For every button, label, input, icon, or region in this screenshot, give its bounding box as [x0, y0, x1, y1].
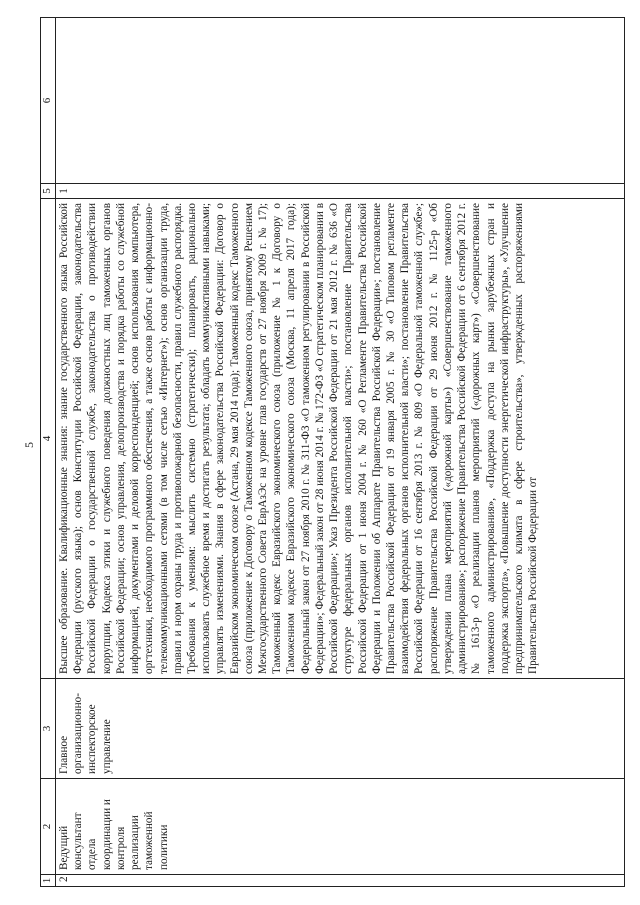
requirements-cell: Высшее образование. Квалификационные знания: знание государственного языка Российской Федерации (русского языка); основ Конституции Российской Федерации, законодательства Российской Федерации о государственной службе, законодательства о противодействии коррупции, Кодекса этики и служебного поведения должностных лиц таможенных органов Российской Федерации; основ управления, делопроизводства и порядка работы со служебной информацией, документами и деловой корреспонденцией; основ использования компьютера, оргтехники, необходимого программного обеспечения, а также основ работы с информационно-телекоммуникационными сетями (в том числе сетью «Интернет»); основ организации труда, правил и норм охраны труда и противопожарной безопасности, правил служебного распорядка. Требования к умениям: мыслить системно (стратегически); планировать, рационально использовать служебное время и достигать результата; обладать коммуникативными навыками; управлять изменениями. Знания в сфере законодательства Российской Федерации: Договор о Евразийском экономическом союзе (Астана, 29 мая 2014 года); Таможенный кодекс Таможенного союза (приложение к Договору о Таможенном кодексе Таможенного союза, принятому Решением Межгосударственного Совета ЕврАзЭс на уровне глав государств от 27 ноября 2009 г. № 17); Таможенный кодекс Евразийского экономического союза (приложение № 1 к Договору о Таможенном кодексе Евразийского экономического союза (Москва, 11 апреля 2017 года); Федеральный закон от 27 ноября 2010 г. № 311-ФЗ «О таможенном регулировании в Российской Федерации»; Федеральный закон от 28 июня 2014 г. № 172-ФЗ «О стратегическом планировании в Российской Федерации»; Указ Президента Российской Федерации от 21 мая 2012 г. № 636 «О структуре федеральных органов исполнительной власти»; постановление Правительства Российской Федерации от 1 июня 2004 г. № 260 «О Регламенте Правительства Российской Федерации и Положении об Аппарате Правительства Российской Федерации»; постановление Правительства Российской Федерации от 19 января 2005 г. № 30 «О Типовом регламенте взаимодействия федеральных органов исполнительной власти»; постановление Правительства Российской Федерации от 16 сентября 2013 г. № 809 «О Федеральной таможенной службе»; распоряжение Правительства Российской Федерации от 29 июня 2012 г. № 1125-р «Об утверждении плана мероприятий («дорожной карты») «Совершенствование таможенного администрирования»; распоряжение Правительства Российской Федерации от 6 сентября 2012 г. № 1613-р «О реализации планов мероприятий («дорожных карт») «Совершенствование таможенного администрирования», «Поддержка доступа на рынки зарубежных стран и поддержка экспорта», «Повышение доступности энергетической инфраструктуры», «Улучшение предпринимательского климата в сфере строительства», утвержденных распоряжениями Правительства Российской Федерации от: [55, 199, 624, 679]
col6-cell: [55, 18, 624, 184]
header-cell-2: 2: [41, 779, 56, 875]
rotated-page: [40, 17, 625, 887]
header-cell-3: 3: [41, 679, 56, 779]
header-cell-6: 6: [41, 18, 56, 184]
position-cell: Ведущий консультант отдела координации и контроля реализации таможенной политики: [55, 779, 624, 875]
page-number: 5: [22, 442, 36, 448]
group-cell: Главное организационно-инспекторское управление: [55, 679, 624, 779]
row-number-cell: 2: [55, 875, 624, 887]
header-cell-5: 5: [41, 184, 56, 199]
requirements-table: [40, 17, 625, 887]
header-cell-1: 1: [41, 875, 56, 887]
col5-cell: 1: [55, 184, 624, 199]
table-row: [55, 18, 624, 887]
header-row: [41, 18, 56, 887]
header-cell-4: 4: [41, 199, 56, 679]
